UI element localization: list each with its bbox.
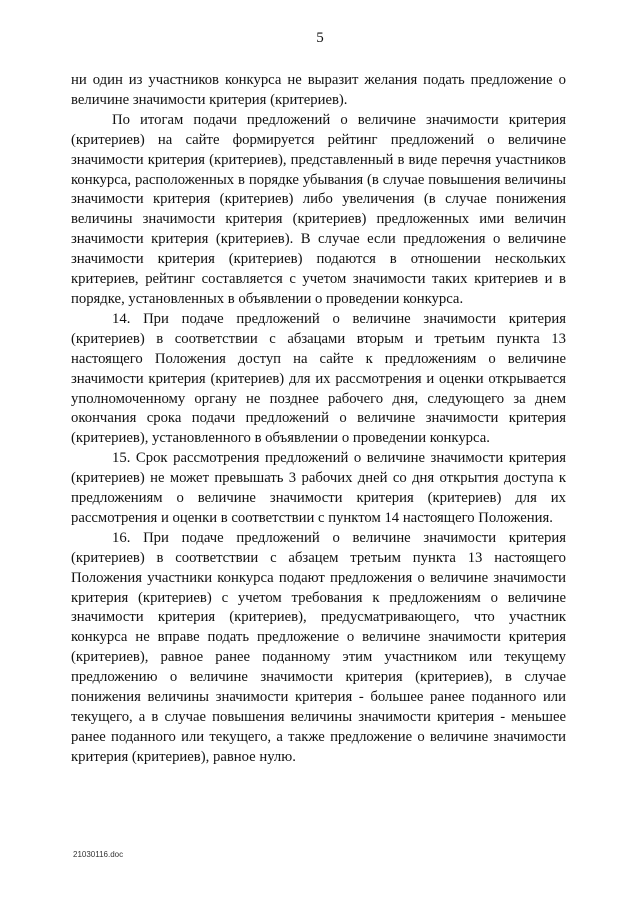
page-number: 5	[316, 30, 324, 46]
paragraph-item-14: 14. При подаче предложений о величине значимости критерия (критериев) в соответствии с абзацами вторым и третьим пункта 13 настоящего Положения доступ на сайте к предложениям о величине значимости критерия (критериев) для их рассмотрения и оценки открывается уполномоченному органу не позднее рабочего дня, следующего за днем окончания срока подачи предложений о величине значимости критерия (критериев), установленного в объявлении о проведении конкурса.	[71, 310, 566, 447]
paragraph-item-15: 15. Срок рассмотрения предложений о величине значимости критерия (критериев) не может превышать 3 рабочих дней со дня открытия доступа к предложениям о величине значимости критерия (критериев) для их рассмотрения и оценки в соответствии с пунктом 14 настоящего Положения.	[71, 450, 566, 526]
paragraph-rating: По итогам подачи предложений о величине значимости критерия (критериев) на сайте формируется рейтинг предложений о величине значимости критерия (критериев), представленный в виде перечня участников конкурса, расположенных в порядке убывания (в случае повышения величины значимости критерия (критериев) либо увеличения (в случае понижения величины значимости критерия (критериев) предложенных ими величин значимости критерия (критериев). В случае если предложения о величине значимости критерия (критериев) подаются в отношении нескольких критериев, рейтинг составляется с учетом значимости таких критериев и в порядке, установленных в объявлении о проведении конкурса.	[71, 111, 566, 307]
paragraph-item-16: 16. При подаче предложений о величине значимости критерия (критериев) в соответствии с абзацем третьим пункта 13 настоящего Положения участники конкурса подают предложения о величине значимости критерия (критериев) с учетом требования к предложениям о величине значимости критерия (критериев), предусматривающего, что участник конкурса не вправе подать предложение о величине значимости критерия (критериев), равное ранее поданному этим участником или текущему предложению о величине значимости критерия (критериев), в случае понижения величины значимости критерия - большее ранее поданного или текущего, а в случае повышения величины значимости критерия - меньшее ранее поданного или текущего, а также предложение о величине значимости критерия (критериев), равное нулю.	[71, 529, 566, 765]
document-body	[71, 71, 566, 768]
file-name-footer: 21030116.doc	[73, 850, 124, 859]
paragraph-continuation: ни один из участников конкурса не выразит желания подать предложение о величине значимости критерия (критериев).	[71, 72, 566, 108]
